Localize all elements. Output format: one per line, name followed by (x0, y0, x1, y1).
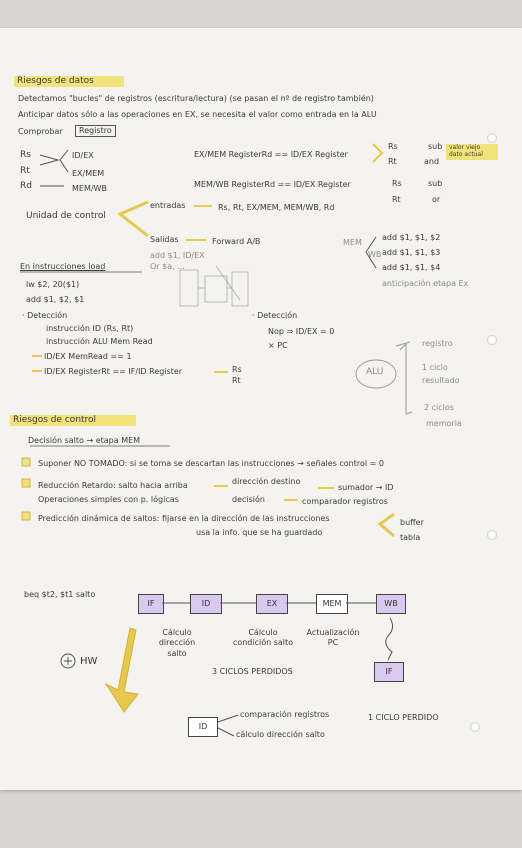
bracket-cond (40, 150, 68, 186)
ex-add-1: add $1, $1, $2 (382, 233, 441, 242)
det-4: ID/EX RegisterRt == IF/ID Register (44, 367, 183, 376)
ciclos-perdidos: 3 CICLOS PERDIDOS (212, 667, 293, 676)
det-4-rt: Rt (232, 376, 241, 385)
alu-registro: registro (422, 339, 453, 348)
lw-1: lw $2, 20($1) (26, 280, 80, 289)
bracket-rs-rt (40, 155, 58, 165)
right-sub-2: sub (428, 179, 443, 188)
equation-1: EX/MEM RegisterRd == ID/EX Register (194, 150, 348, 159)
entradas-values: Rs, Rt, EX/MEM, MEM/WB, Rd (218, 203, 335, 212)
bullet-3b: decisión (232, 495, 265, 504)
equation-2-rs: Rs (392, 179, 402, 188)
cond-rs: Rs (20, 150, 31, 160)
decision-line: Decisión salto → etapa MEM (28, 436, 141, 445)
lbl-act-pc: Actualización PC (306, 628, 360, 648)
section-title-control: Riesgos de control (10, 415, 136, 426)
equation-1-rs: Rs (388, 142, 398, 151)
plus-hw: HW (80, 656, 98, 667)
det-2: instrucción ALU Mem Read (46, 337, 153, 346)
salidas-values: Forward A/B (212, 237, 261, 246)
det-right-1: Nop ⇒ ID/EX = 0 (268, 327, 335, 336)
bullet-1: Suponer NO TOMADO: si se toma se descartan las instrucciones → señales control = 0 (38, 459, 384, 468)
bullet-3c: comparador registros (302, 497, 388, 506)
ex-add-3: add $1, $1, $4 (382, 263, 441, 272)
det-4-rs: Rs (232, 365, 242, 374)
bullet-4b: usa la info. que se ha guardado (196, 528, 323, 537)
cond-exmem: EX/MEM (72, 169, 105, 178)
det-3: ID/EX MemRead == 1 (44, 352, 132, 361)
bullet-2a: Reducción Retardo: salto hacia arriba (38, 481, 188, 490)
cond-rd: Rd (20, 181, 32, 191)
det-title: · Detección (22, 311, 68, 320)
equation-1-rt: Rt (388, 157, 397, 166)
cond-idex: ID/EX (72, 151, 94, 160)
equation-2-rt: Rt (392, 195, 401, 204)
ex-note: anticipación etapa Ex (382, 279, 469, 288)
wb-label: WB (368, 250, 382, 259)
lw-title: En instrucciones load (20, 262, 106, 271)
alu-2-ciclos: 2 ciclos (424, 403, 454, 412)
bullet-4c: buffer (400, 518, 424, 527)
stage-wb: WB (376, 594, 406, 614)
det-1: instrucción ID (Rs, Rt) (46, 324, 134, 333)
id-box: ID (188, 717, 218, 737)
lbl-calc-cond: Cálculo condición salto (232, 628, 294, 648)
right-and: and (424, 157, 440, 166)
cond-rt: Rt (20, 166, 30, 176)
cond-memwb: MEM/WB (72, 184, 107, 193)
registro-box: Registro (75, 125, 116, 137)
det-right-2: × PC (268, 341, 288, 350)
stage-id: ID (190, 594, 222, 614)
bullet-4d: tabla (400, 533, 421, 542)
stage-if-2: IF (374, 662, 404, 682)
faint-add-1: add $1, ID/EX (150, 251, 205, 260)
mem-label: MEM (343, 238, 362, 247)
right-sub: sub (428, 142, 443, 151)
beq-line: beq $t2, $t1 salto (24, 590, 96, 599)
equation-2: MEM/WB RegisterRd == ID/EX Register (194, 180, 351, 189)
cmp-registros: comparación registros (240, 710, 330, 719)
calc-dir-salto: cálculo dirección salto (236, 730, 325, 739)
data-line-2: Anticipar datos sólo a las operaciones en EX, se necesita el valor como entrada en la ALU (18, 110, 377, 119)
faint-add-2: Or $a, ... (150, 262, 185, 271)
big-down-arrow-icon (106, 628, 138, 712)
alu-label: ALU (366, 367, 384, 377)
unidad-control: Unidad de control (26, 211, 106, 221)
det-right-title: · Detección (252, 311, 298, 320)
bullet-2b: dirección destino (232, 477, 301, 486)
alu-memoria: memoria (426, 419, 462, 428)
stage-if: IF (138, 594, 164, 614)
bracket-unidad (120, 202, 148, 236)
right-note: valor viejo dato actual (446, 144, 498, 160)
ex-add-2: add $1, $1, $3 (382, 248, 441, 257)
bullet-3a: Operaciones simples con p. lógicas (38, 495, 179, 504)
alu-1-ciclo: 1 ciclo (422, 363, 448, 372)
data-line-1: Detectamos "bucles" de registros (escritura/lectura) (se pasan el nº de registro también) (18, 94, 374, 103)
stage-mem: MEM (316, 594, 348, 614)
entradas-label: entradas (150, 201, 186, 210)
bullet-2c: sumador → ID (338, 483, 394, 492)
stage-ex: EX (256, 594, 288, 614)
un-ciclo-perdido: 1 CICLO PERDIDO (368, 713, 439, 722)
lbl-calc-dir: Cálculo dirección salto (158, 628, 196, 658)
alu-resultado: resultado (422, 376, 460, 385)
section-title-datos: Riesgos de datos (14, 76, 124, 87)
bullet-4a: Predicción dinámica de saltos: fijarse en la dirección de las instrucciones (38, 514, 330, 523)
right-or: or (432, 195, 441, 204)
data-line-3: Comprobar (18, 127, 63, 136)
lw-2: add $1, $2, $1 (26, 295, 85, 304)
bracket-eq1 (373, 144, 382, 162)
bracket-add (366, 237, 376, 268)
salidas-label: Salidas (150, 235, 179, 244)
